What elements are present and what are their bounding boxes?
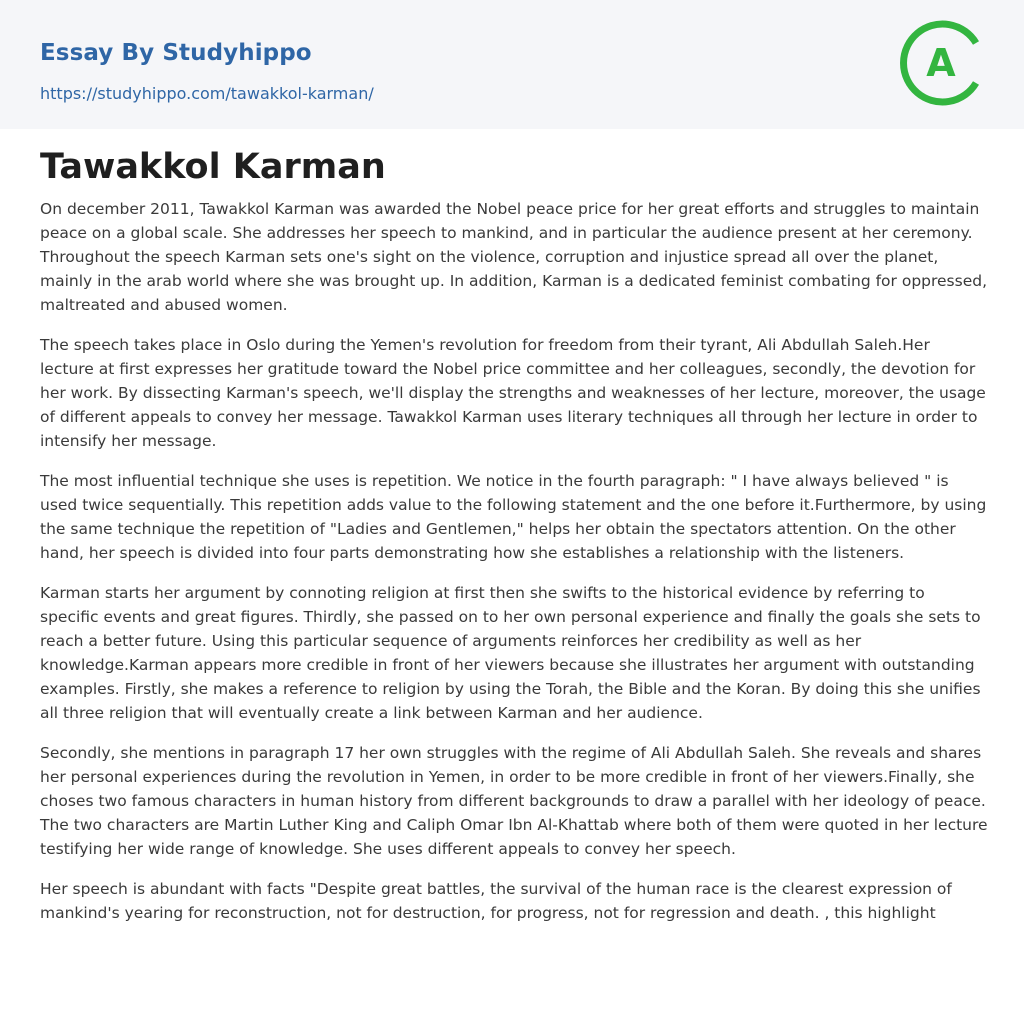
essay-paragraph: Secondly, she mentions in paragraph 17 her own struggles with the regime of Ali Abdullah Saleh. She reveals and shares her personal experiences during the revolution in Yemen, in order to be more credible in front of her viewers.Finally, she choses two famous characters in human history from different backgrounds to draw a parallel with her ideology of peace. The two characters are Martin Luther King and Caliph Omar Ibn Al-Khattab where both of them were quoted in her lecture testifying her wide range of knowledge. She uses different appeals to convey her speech.	[40, 744, 988, 858]
site-title[interactable]: Essay By Studyhippo	[40, 40, 312, 66]
essay-title: Tawakkol Karman	[40, 147, 386, 187]
essay-url-link[interactable]: https://studyhippo.com/tawakkol-karman/	[40, 84, 374, 103]
logo-ring-icon	[900, 18, 990, 108]
essay-article	[40, 144, 988, 941]
logo-letter: A	[926, 41, 956, 85]
essay-paragraph: The speech takes place in Oslo during the Yemen's revolution for freedom from their tyrant, Ali Abdullah Saleh.Her lecture at first expresses her gratitude toward the Nobel price committee and her colleagues, secondly, the devotion for her work. By dissecting Karman's speech, we'll display the strengths and weaknesses of her lecture, moreover, the usage of different appeals to convey her message. Tawakkol Karman uses literary techniques all through her lecture in order to intensify her message.	[40, 336, 986, 450]
site-header	[0, 0, 1024, 129]
essay-paragraph: Her speech is abundant with facts "Despite great battles, the survival of the human race is the clearest expression of mankind's yearing for reconstruction, not for destruction, for progress, not for regression and death. , this highlight	[40, 880, 952, 922]
studyhippo-logo[interactable]	[900, 18, 990, 108]
essay-paragraph: The most influential technique she uses is repetition. We notice in the fourth paragraph: " I have always believed " is used twice sequentially. This repetition adds value to the following statement and the one before it.Furthermore, by using the same technique the repetition of "Ladies and Gentlemen," helps her obtain the spectators attention. On the other hand, her speech is divided into four parts demonstrating how she establishes a relationship with the listeners.	[40, 472, 987, 562]
essay-paragraph: On december 2011, Tawakkol Karman was awarded the Nobel peace price for her great efforts and struggles to maintain peace on a global scale. She addresses her speech to mankind, and in particular the audience present at her ceremony. Throughout the speech Karman sets one's sight on the violence, corruption and injustice spread all over the planet, mainly in the arab world where she was brought up. In addition, Karman is a dedicated feminist combating for oppressed, maltreated and abused women.	[40, 200, 988, 314]
essay-paragraph: Karman starts her argument by connoting religion at first then she swifts to the historical evidence by referring to specific events and great figures. Thirdly, she passed on to her own personal experience and finally the goals she sets to reach a better future. Using this particular sequence of arguments reinforces her credibility as well as her knowledge.Karman appears more credible in front of her viewers because she illustrates her argument with outstanding examples. Firstly, she makes a reference to religion by using the Torah, the Bible and the Koran. By doing this she unifies all three religion that will eventually create a link between Karman and her audience.	[40, 584, 981, 722]
